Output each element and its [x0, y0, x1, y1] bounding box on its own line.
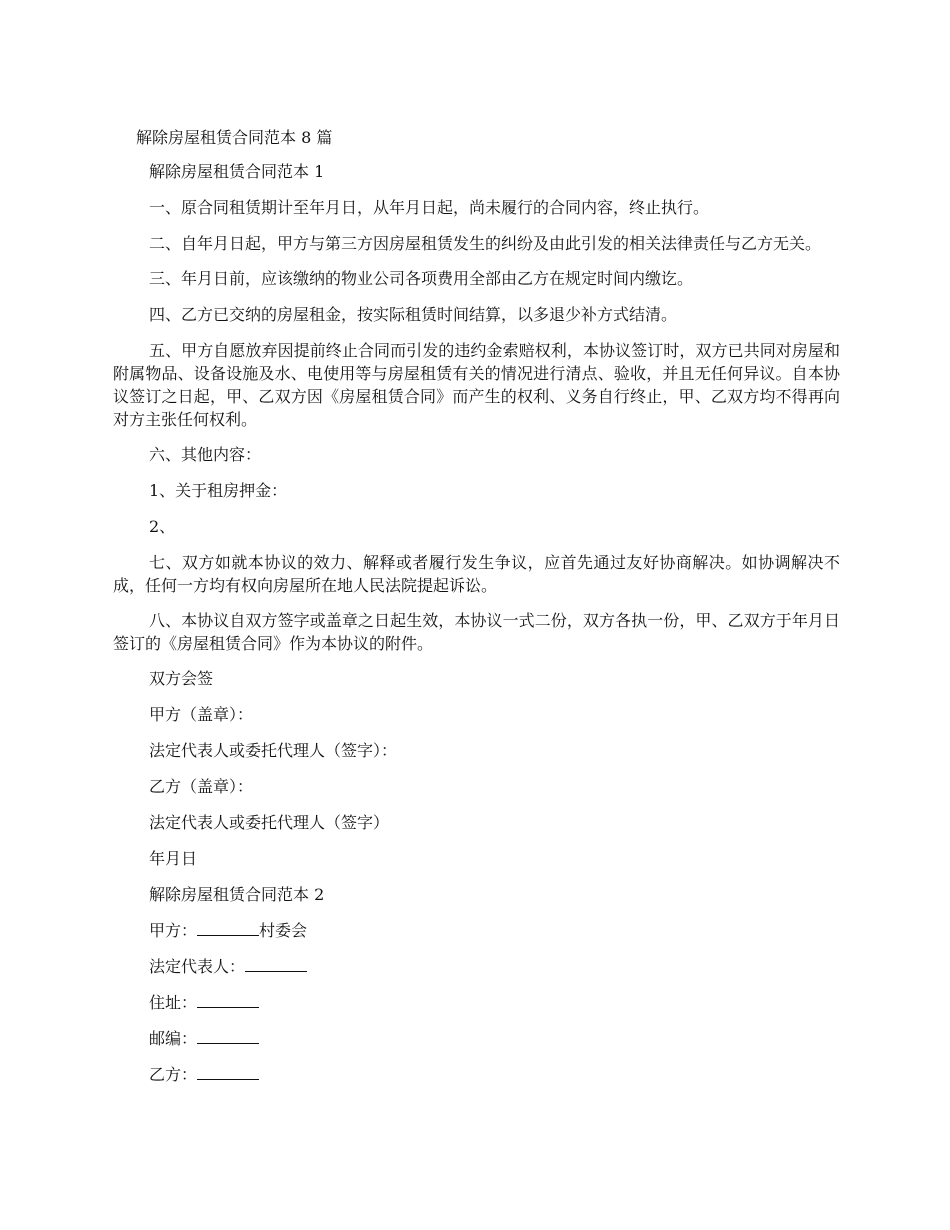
party-b-blank: [197, 1064, 259, 1080]
section-heading: 解除房屋租赁合同范本 1: [149, 162, 325, 181]
party-a-blank: [197, 920, 259, 936]
party-a-label: 甲方：: [149, 921, 198, 940]
legal-rep-label: 法定代表人：: [149, 957, 246, 976]
party-a-representative-line: 法定代表人或委托代理人（签字）：: [149, 741, 398, 760]
document-title: 解除房屋租赁合同范本 8 篇: [136, 128, 333, 147]
party-a-field: [113, 919, 840, 942]
party-b-representative-line: 法定代表人或委托代理人（签字）: [149, 813, 390, 832]
party-a-suffix: 村委会: [259, 921, 308, 940]
address-field: [113, 991, 840, 1014]
postcode-field: [113, 1027, 840, 1050]
date-line: 年月日: [149, 849, 198, 868]
party-b-label: 乙方：: [149, 1065, 198, 1084]
address-blank: [197, 992, 259, 1008]
postcode-label: 邮编：: [149, 1029, 198, 1048]
paragraph: 二、自年月日起，甲方与第三方因房屋租赁发生的纠纷及由此引发的相关法律责任与乙方无关。: [149, 234, 822, 253]
party-a-seal-line: 甲方（盖章）：: [149, 705, 254, 724]
signature-heading: 双方会签: [149, 669, 214, 688]
postcode-blank: [197, 1028, 259, 1044]
paragraph: 六、其他内容：: [149, 445, 262, 464]
paragraph: 八、本协议自双方签字或盖章之日起生效，本协议一式二份，双方各执一份，甲、乙双方于年月日签订的《房屋租赁合同》作为本协议的附件。: [113, 611, 840, 653]
address-label: 住址：: [149, 993, 198, 1012]
paragraph: 三、年月日前，应该缴纳的物业公司各项费用全部由乙方在规定时间内缴讫。: [149, 269, 694, 288]
legal-rep-field: [113, 955, 840, 978]
party-b-seal-line: 乙方（盖章）：: [149, 777, 254, 796]
paragraph: 四、乙方已交纳的房屋租金，按实际租赁时间结算，以多退少补方式结清。: [149, 305, 678, 324]
paragraph: 五、甲方自愿放弃因提前终止合同而引发的违约金索赔权利，本协议签订时，双方已共同对房屋和附属物品、设备设施及水、电使用等与房屋租赁有关的情况进行清点、验收，并且无任何异议。自本协议签订之日起，甲、乙双方因《房屋租赁合同》而产生的权利、义务自行终止，甲、乙双方均不得再向对方主张任何权利。: [113, 341, 840, 429]
document-body: [113, 160, 840, 1099]
paragraph: 2、: [149, 517, 176, 536]
legal-rep-blank: [245, 956, 307, 972]
section-heading: 解除房屋租赁合同范本 2: [149, 885, 325, 904]
paragraph: 七、双方如就本协议的效力、解释或者履行发生争议，应首先通过友好协商解决。如协调解决不成，任何一方均有权向房屋所在地人民法院提起诉讼。: [113, 553, 840, 595]
paragraph: 1、关于租房押金：: [149, 481, 288, 500]
party-b-field: [113, 1063, 840, 1086]
paragraph: 一、原合同租赁期计至年月日，从年月日起，尚未履行的合同内容，终止执行。: [149, 198, 710, 217]
